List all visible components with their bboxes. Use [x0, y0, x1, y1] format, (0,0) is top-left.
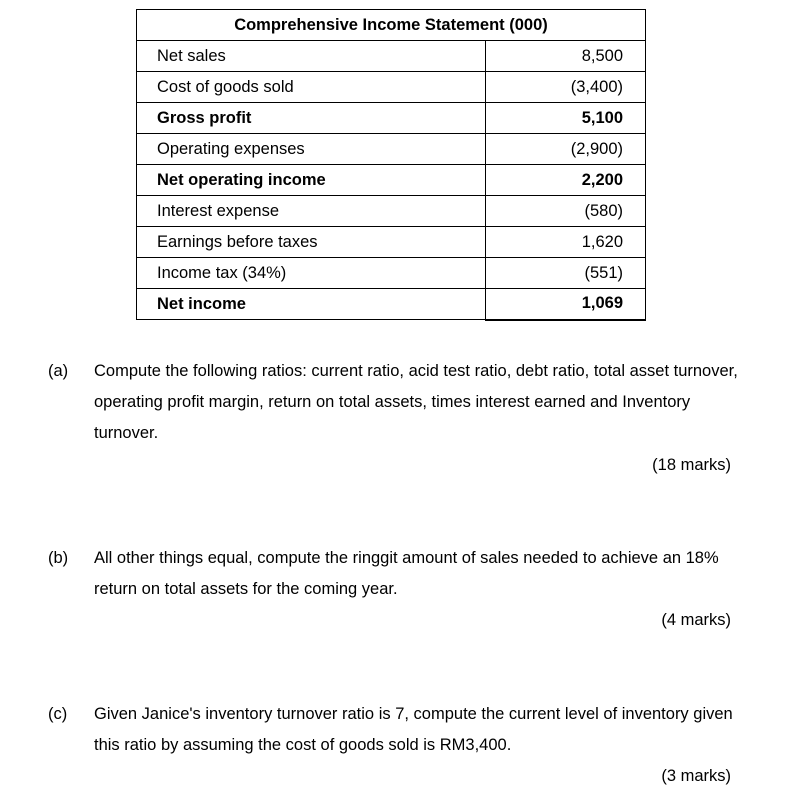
question-c-marks: (3 marks): [661, 767, 731, 785]
table-row: [137, 134, 646, 165]
row-value: (3,400): [486, 72, 646, 103]
row-label: Net income: [137, 289, 486, 320]
question-b-marks: (4 marks): [661, 611, 731, 629]
question-tag: (b): [48, 549, 69, 567]
row-value: 2,200: [486, 165, 646, 196]
row-value: 1,069: [486, 289, 646, 320]
question-c: [48, 699, 738, 761]
question-text: Given Janice's inventory turnover ratio is 7, compute the current level of inventory given this ratio by assuming the cost of goods sold is RM3,400.: [94, 705, 733, 754]
table-title: Comprehensive Income Statement (000): [137, 10, 646, 41]
row-label: Cost of goods sold: [137, 72, 486, 103]
question-text: All other things equal, compute the ringgit amount of sales needed to achieve an 18% return on total assets for the coming year.: [94, 549, 719, 598]
row-label: Net sales: [137, 41, 486, 72]
question-tag: (a): [48, 362, 69, 380]
row-label: Gross profit: [137, 103, 486, 134]
table-row: [137, 41, 646, 72]
row-value: 5,100: [486, 103, 646, 134]
question-a: [48, 356, 738, 449]
table-row: [137, 103, 646, 134]
row-value: (580): [486, 196, 646, 227]
table-row: [137, 258, 646, 289]
table-row: [137, 165, 646, 196]
row-label: Interest expense: [137, 196, 486, 227]
row-value: 1,620: [486, 227, 646, 258]
row-value: 8,500: [486, 41, 646, 72]
table-row: [137, 72, 646, 103]
row-label: Income tax (34%): [137, 258, 486, 289]
table-header-row: [137, 10, 646, 41]
row-value: (551): [486, 258, 646, 289]
income-statement-table: [136, 9, 646, 321]
table-row: [137, 196, 646, 227]
question-a-marks: (18 marks): [652, 456, 731, 474]
row-label: Operating expenses: [137, 134, 486, 165]
row-value: (2,900): [486, 134, 646, 165]
question-tag: (c): [48, 705, 68, 723]
row-label: Earnings before taxes: [137, 227, 486, 258]
table-row: [137, 227, 646, 258]
row-label: Net operating income: [137, 165, 486, 196]
table-row: [137, 289, 646, 320]
question-text: Compute the following ratios: current ratio, acid test ratio, debt ratio, total asset turnover, operating profit margin, return on total assets, times interest earned and Inventory turnover.: [94, 362, 738, 442]
question-b: [48, 543, 738, 605]
